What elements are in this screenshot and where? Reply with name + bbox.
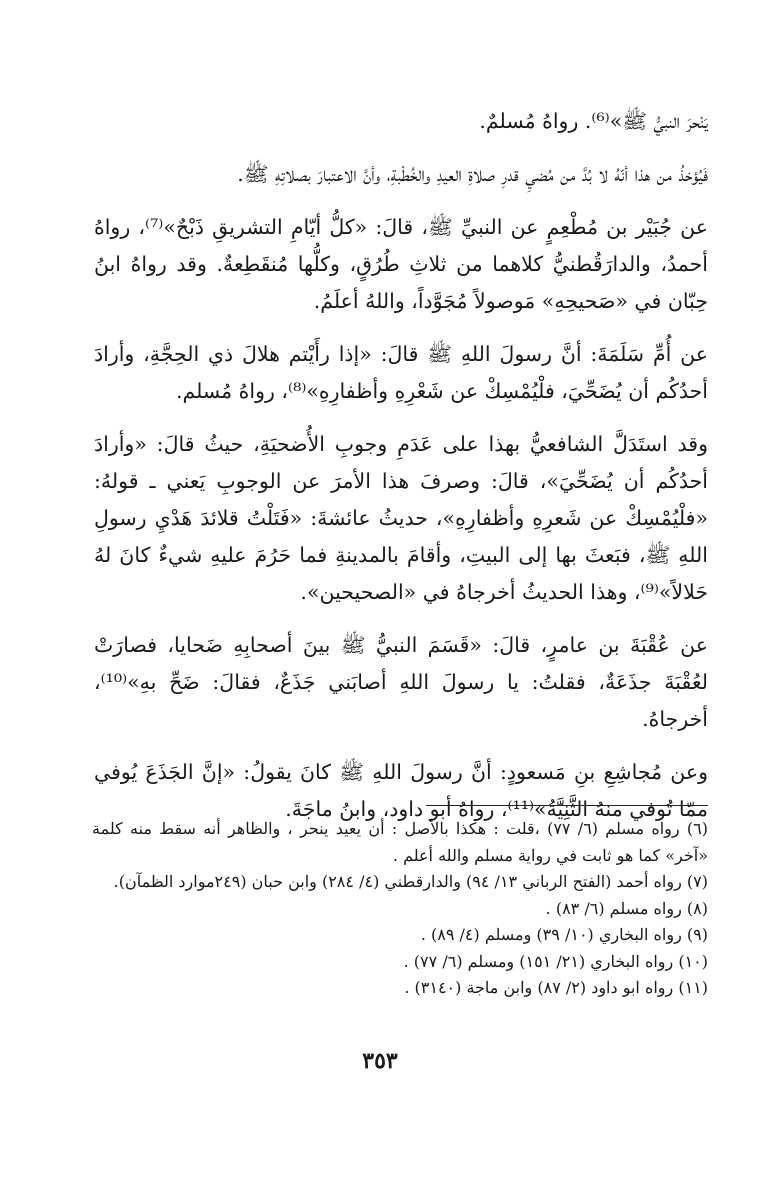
footnote-6: (٦) رواه مسلم (٦/ ٧٧) ،قلت : هكذا بالأصل : أن يعيد ينحر ، والظاهر أنه سقط منه كلمة «آخر» كما هو ثابت في رواية مسلم والله أعلم . [92,819,708,865]
paragraph-2: فَيُؤخذُ من هذا أنّهُ لا بُدَّ من مُضيِ قدرِ صلاةِ العيدِ والخُطْبةِ، وأنَّ الاعتبارَ بصلاتِهِ ﷺ. [237,162,708,186]
footnote-11: (١١) رواه ابو داود (٢/ ٨٧) وابن ماجة (٣١٤٠) . [404,978,708,997]
footnote-8: (٨) رواه مسلم (٦/ ٨٣) . [545,898,708,918]
paragraph-5: وقد استَدَلَّ الشافعيُّ بهذا على عَدَمِ وجوبِ الأُضحيَةِ، حيثُ قالَ: «وأرادَ أحدُكُم أن يُضَحِّيَ»، قالَ: وصرفَ هذا الأمرَ عن الوجوبِ يَعني ـ قولهُ: «فلْيُمْسِكْ عن شَعرِهِ وأظفارِهِ»، حديثُ عائشةَ: «فَتَلْتُ قلائدَ هَدْيِ رسولِ اللهِ ﷺ، فبَعثَ بها إلى البيتِ، وأقامَ بالمدينةِ فما حَرُمَ عليهِ شيءٌ كانَ لهُ حَلالاً»⁽⁹⁾، وهذا الحديثُ أخرجاهُ في «الصحيحين». [94,432,708,604]
page-number: ٣٥٣ [362,1048,398,1074]
paragraph-3: عن جُبَيْر بن مُطْعِمٍ عن النبيِّ ﷺ، قالَ: «كلُّ أيّامِ التشريقِ ذَبْحٌ»⁽⁷⁾، رواهُ أحمدُ، والدارَقُطنيُّ كلاهما من ثلاثِ طُرُقٍ، وكلُّها مُنقَطِعةٌ. وقد رواهُ ابنُ حِبّان في «صَحيحِهِ» مَوصولاً مُجَوَّداً، واللهُ أعلَمُ. [94,215,708,313]
footnotes [92,816,708,1002]
footnote-7: (٧) رواه أحمد (الفتح الرباني ١٣/ ٩٤) والدارقطني (٤/ ٢٨٤) وابن حبان (٢٤٩موارد الظمآن). [113,872,708,891]
footnote-9: (٩) رواه البخاري (١٠/ ٣٩) ومسلم (٤/ ٨٩) . [420,925,708,944]
footnote-divider [426,805,708,806]
paragraph-7: وعن مُجاشِعِ بنِ مَسعودٍ: أنَّ رسولَ اللهِ ﷺ كانَ يقولُ: «إنَّ الجَذَعَ يُوفي ممّا تُوفي منهُ الثَّنِيَّةُ»⁽¹¹⁾، رواهُ أبو داود، وابنُ ماجَةَ. [94,760,708,821]
main-text [94,0,708,828]
footnote-10: (١٠) رواه البخاري (٢١/ ١٥١) ومسلم (٦/ ٧٧) . [403,951,708,971]
paragraph-6: عن عُقْبَةَ بن عامرٍ، قالَ: «قَسَمَ النبيُّ ﷺ بينَ أصحابِهِ ضَحايا، فصارَتْ لعُقْبَةَ جذَعَةٌ، فقلتُ: يا رسولَ اللهِ أصابَني جَذَعٌ، فقالَ: ضَحِّ بهِ»⁽¹⁰⁾، أخرجاهُ. [94,633,708,731]
paragraph-1: يَنْحرَ النبيُّ ﷺ»⁽⁶⁾. رواهُ مُسلمٌ. [479,109,708,133]
paragraph-4: عن أُمِّ سَلَمَةَ: أنَّ رسولَ اللهِ ﷺ قالَ: «إذا رأَيْتم هلالَ ذي الحِجَّةِ، وأرادَ أحدُكُم أن يُضَحِّيَ، فلْيُمْسِكْ عن شَعْرِهِ وأظفارِهِ»⁽⁸⁾، رواهُ مُسلم. [94,342,708,403]
